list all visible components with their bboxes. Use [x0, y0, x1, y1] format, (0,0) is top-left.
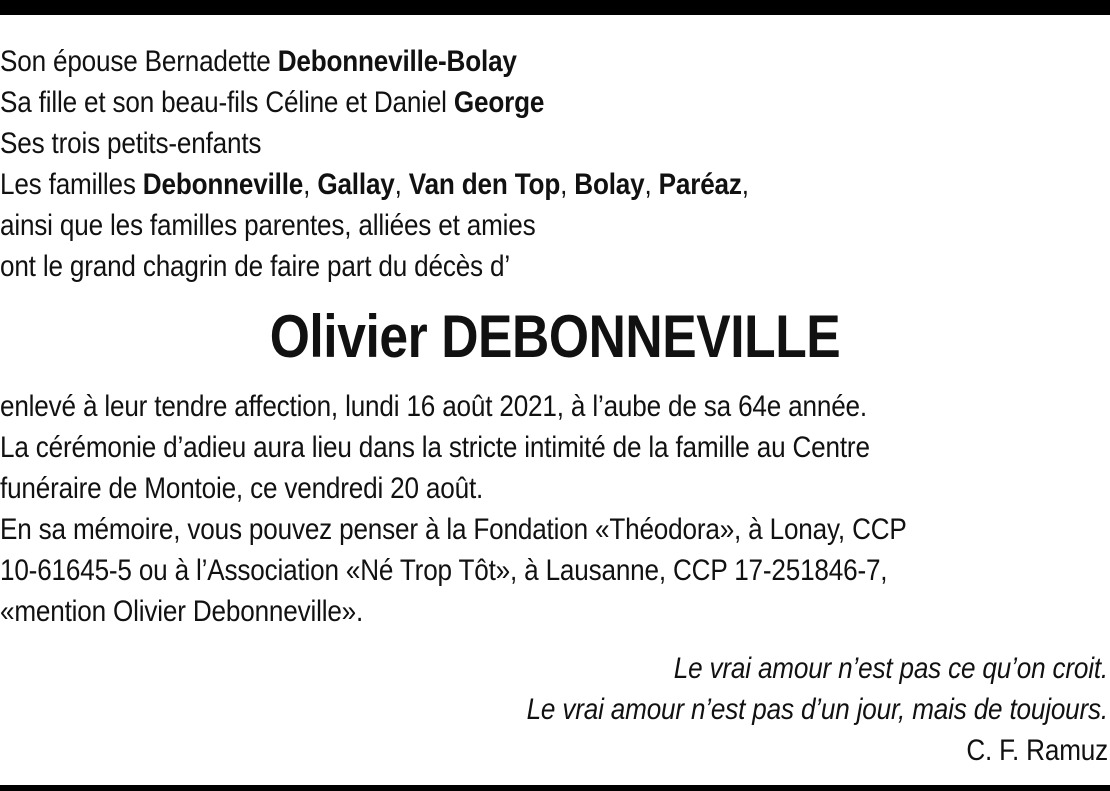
body-line: enlevé à leur tendre affection, lundi 16 août 2021, à l’aube de sa 64e année.: [0, 390, 867, 423]
closing-quote: [0, 648, 1110, 771]
body-line: 10-61645-5 ou à l’Association «Né Trop Tôt», à Lausanne, CCP 17-251846-7,: [0, 554, 888, 587]
spouse-surname: Debonneville-Bolay: [277, 45, 517, 78]
family-name: Gallay: [317, 168, 395, 201]
bottom-rule: [0, 785, 1110, 791]
quote-author: C. F. Ramuz: [966, 734, 1108, 767]
notice-body: [0, 386, 1110, 632]
intro-line-announcement: ont le grand chagrin de faire part du décès d’: [0, 250, 510, 283]
body-line: funéraire de Montoie, ce vendredi 20 août.: [0, 472, 484, 505]
body-line: «mention Olivier Debonneville».: [0, 595, 364, 628]
body-line: La cérémonie d’adieu aura lieu dans la stricte intimité de la famille au Centre: [0, 431, 870, 464]
top-rule: [0, 0, 1110, 15]
family-name: Paréaz: [658, 168, 742, 201]
intro-line-grandchildren: Ses trois petits-enfants: [0, 127, 262, 160]
family-name: Bolay: [574, 168, 645, 201]
intro-line-spouse: Son épouse Bernadette Debonneville-Bolay: [0, 45, 517, 78]
body-line: En sa mémoire, vous pouvez penser à la Fondation «Théodora», à Lonay, CCP: [0, 513, 907, 546]
intro-line-relatives: ainsi que les familles parentes, alliées et amies: [0, 209, 536, 242]
intro-line-families: Les familles Debonneville, Gallay, Van den Top, Bolay, Paréaz,: [0, 168, 749, 201]
obituary-notice: [0, 41, 1110, 771]
quote-line: Le vrai amour n’est pas ce qu’on croit.: [673, 652, 1108, 685]
son-in-law-surname: George: [453, 86, 545, 119]
quote-line: Le vrai amour n’est pas d’un jour, mais de toujours.: [526, 693, 1108, 726]
intro-line-daughter: Sa fille et son beau-fils Céline et Daniel George: [0, 86, 545, 119]
deceased-name: Olivier DEBONNEVILLE: [269, 303, 841, 370]
family-name: Van den Top: [408, 168, 561, 201]
family-name: Debonneville: [142, 168, 304, 201]
